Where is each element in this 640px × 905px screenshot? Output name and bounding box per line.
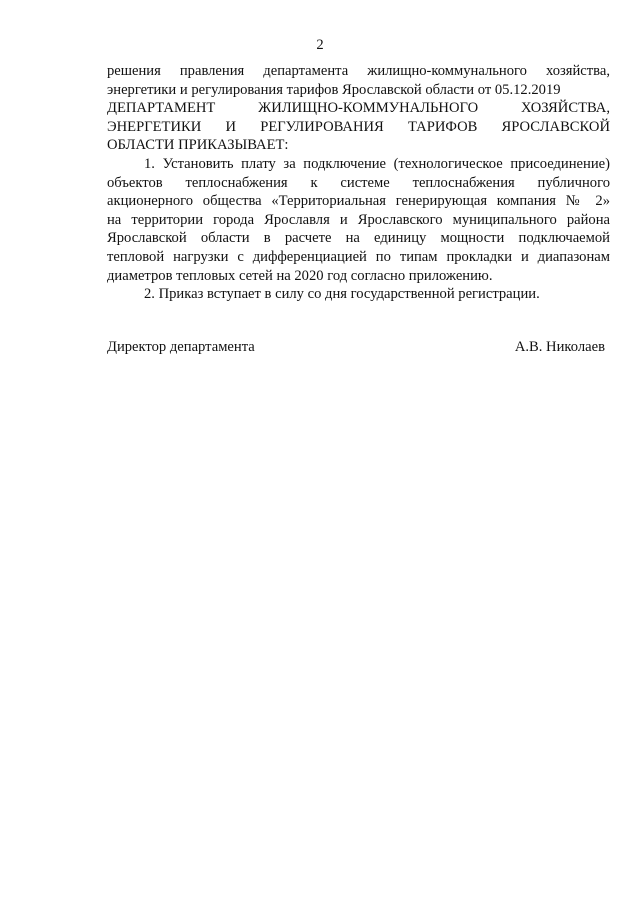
item1-line: тепловой нагрузки с дифференциацией по типам прокладки и диапазонам xyxy=(107,248,610,265)
item1-line: на территории города Ярославля и Ярославского муниципального района xyxy=(107,211,610,228)
preamble-line: ЭНЕРГЕТИКИ И РЕГУЛИРОВАНИЯ ТАРИФОВ ЯРОСЛАВСКОЙ xyxy=(107,118,610,135)
signature-block xyxy=(107,338,605,357)
preamble-line: ДЕПАРТАМЕНТ ЖИЛИЩНО-КОММУНАЛЬНОГО ХОЗЯЙСТВА, xyxy=(107,100,610,117)
item1-line: 1. Установить плату за подключение (технологическое присоединение) xyxy=(144,155,610,172)
document-body xyxy=(107,62,610,304)
item1-line: Ярославской области в расчете на единицу мощности подключаемой xyxy=(107,230,610,247)
page-number: 2 xyxy=(316,37,324,53)
preamble-line: решения правления департамента жилищно-коммунального хозяйства, xyxy=(107,63,610,79)
item1-line: диаметров тепловых сетей на 2020 год согласно приложению. xyxy=(107,267,493,284)
item1-line: акционерного общества «Территориальная генерирующая компания № 2» xyxy=(107,193,610,210)
item1-line: объектов теплоснабжения к системе теплоснабжения публичного xyxy=(107,174,610,191)
signature-name: А.В. Николаев xyxy=(514,339,605,355)
item2-line: 2. Приказ вступает в силу со дня государственной регистрации. xyxy=(144,286,540,303)
preamble-line: ОБЛАСТИ ПРИКАЗЫВАЕТ: xyxy=(107,137,289,154)
signature-position: Директор департамента xyxy=(107,339,255,355)
preamble-line: энергетики и регулирования тарифов Ярославской области от 05.12.2019 xyxy=(107,81,561,98)
